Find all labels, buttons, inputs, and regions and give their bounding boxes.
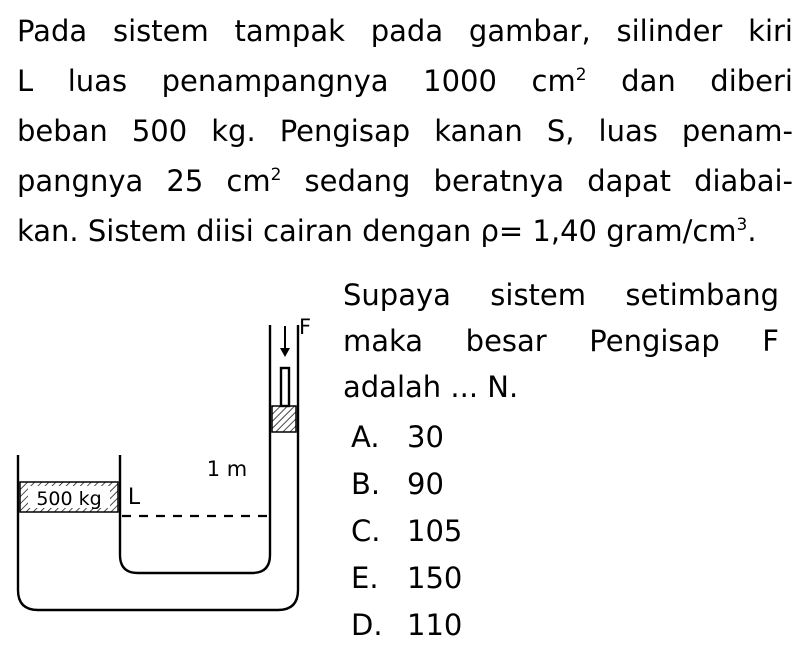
problem-line-5 xyxy=(17,206,793,256)
option-letter: D. xyxy=(351,608,383,642)
option-letter: B. xyxy=(351,467,381,501)
option-d[interactable] xyxy=(351,602,462,649)
left-cylinder-label: L xyxy=(127,485,141,510)
load-label: 500 kg xyxy=(36,488,102,510)
option-value: 110 xyxy=(407,608,463,642)
option-e[interactable] xyxy=(351,555,462,602)
problem-line-5a: kan. Sistem diisi cairan dengan ρ= 1,40 gram/cm xyxy=(17,214,737,248)
tube-outer-wall xyxy=(18,325,298,610)
tube-inner-wall xyxy=(120,325,270,573)
question-text xyxy=(343,272,779,410)
superscript-1: 2 xyxy=(575,65,587,85)
question-line-3: adalah ... N. xyxy=(343,370,519,404)
problem-line-4a: pangnya 25 cm xyxy=(17,164,271,198)
problem-line-1: Pada sistem tampak pada gambar, silinder kiri xyxy=(17,14,793,48)
problem-line-2a: L luas penampangnya 1000 cm xyxy=(17,64,576,98)
problem-line-4 xyxy=(17,156,793,206)
problem-line-2 xyxy=(17,56,793,106)
problem-statement xyxy=(17,6,793,256)
option-a[interactable] xyxy=(351,414,462,461)
right-piston xyxy=(272,406,296,432)
problem-line-3: beban 500 kg. Pengisap kanan S, luas penam- xyxy=(17,114,793,148)
option-c[interactable] xyxy=(351,508,462,555)
option-b[interactable] xyxy=(351,461,462,508)
force-arrow-head xyxy=(280,348,290,357)
problem-line-4b: sedang beratnya dapat diabai- xyxy=(304,164,794,198)
height-label: 1 m xyxy=(206,457,248,481)
option-value: 90 xyxy=(407,467,444,501)
hydraulic-system-figure xyxy=(0,290,340,630)
option-letter: E. xyxy=(351,561,379,595)
superscript-3: 3 xyxy=(736,215,748,235)
piston-rod xyxy=(281,368,289,406)
problem-line-5b: . xyxy=(747,214,757,248)
superscript-2: 2 xyxy=(270,165,282,185)
option-value: 30 xyxy=(407,420,444,454)
question-line-1: Supaya sistem setimbang xyxy=(343,278,779,312)
option-value: 150 xyxy=(407,561,463,595)
question-line-2: maka besar Pengisap F xyxy=(343,324,779,358)
force-label: F xyxy=(299,315,312,339)
option-value: 105 xyxy=(407,514,463,548)
problem-line-2b: dan diberi xyxy=(621,64,793,98)
answer-options xyxy=(351,414,462,649)
option-letter: A. xyxy=(351,420,380,454)
option-letter: C. xyxy=(351,514,381,548)
